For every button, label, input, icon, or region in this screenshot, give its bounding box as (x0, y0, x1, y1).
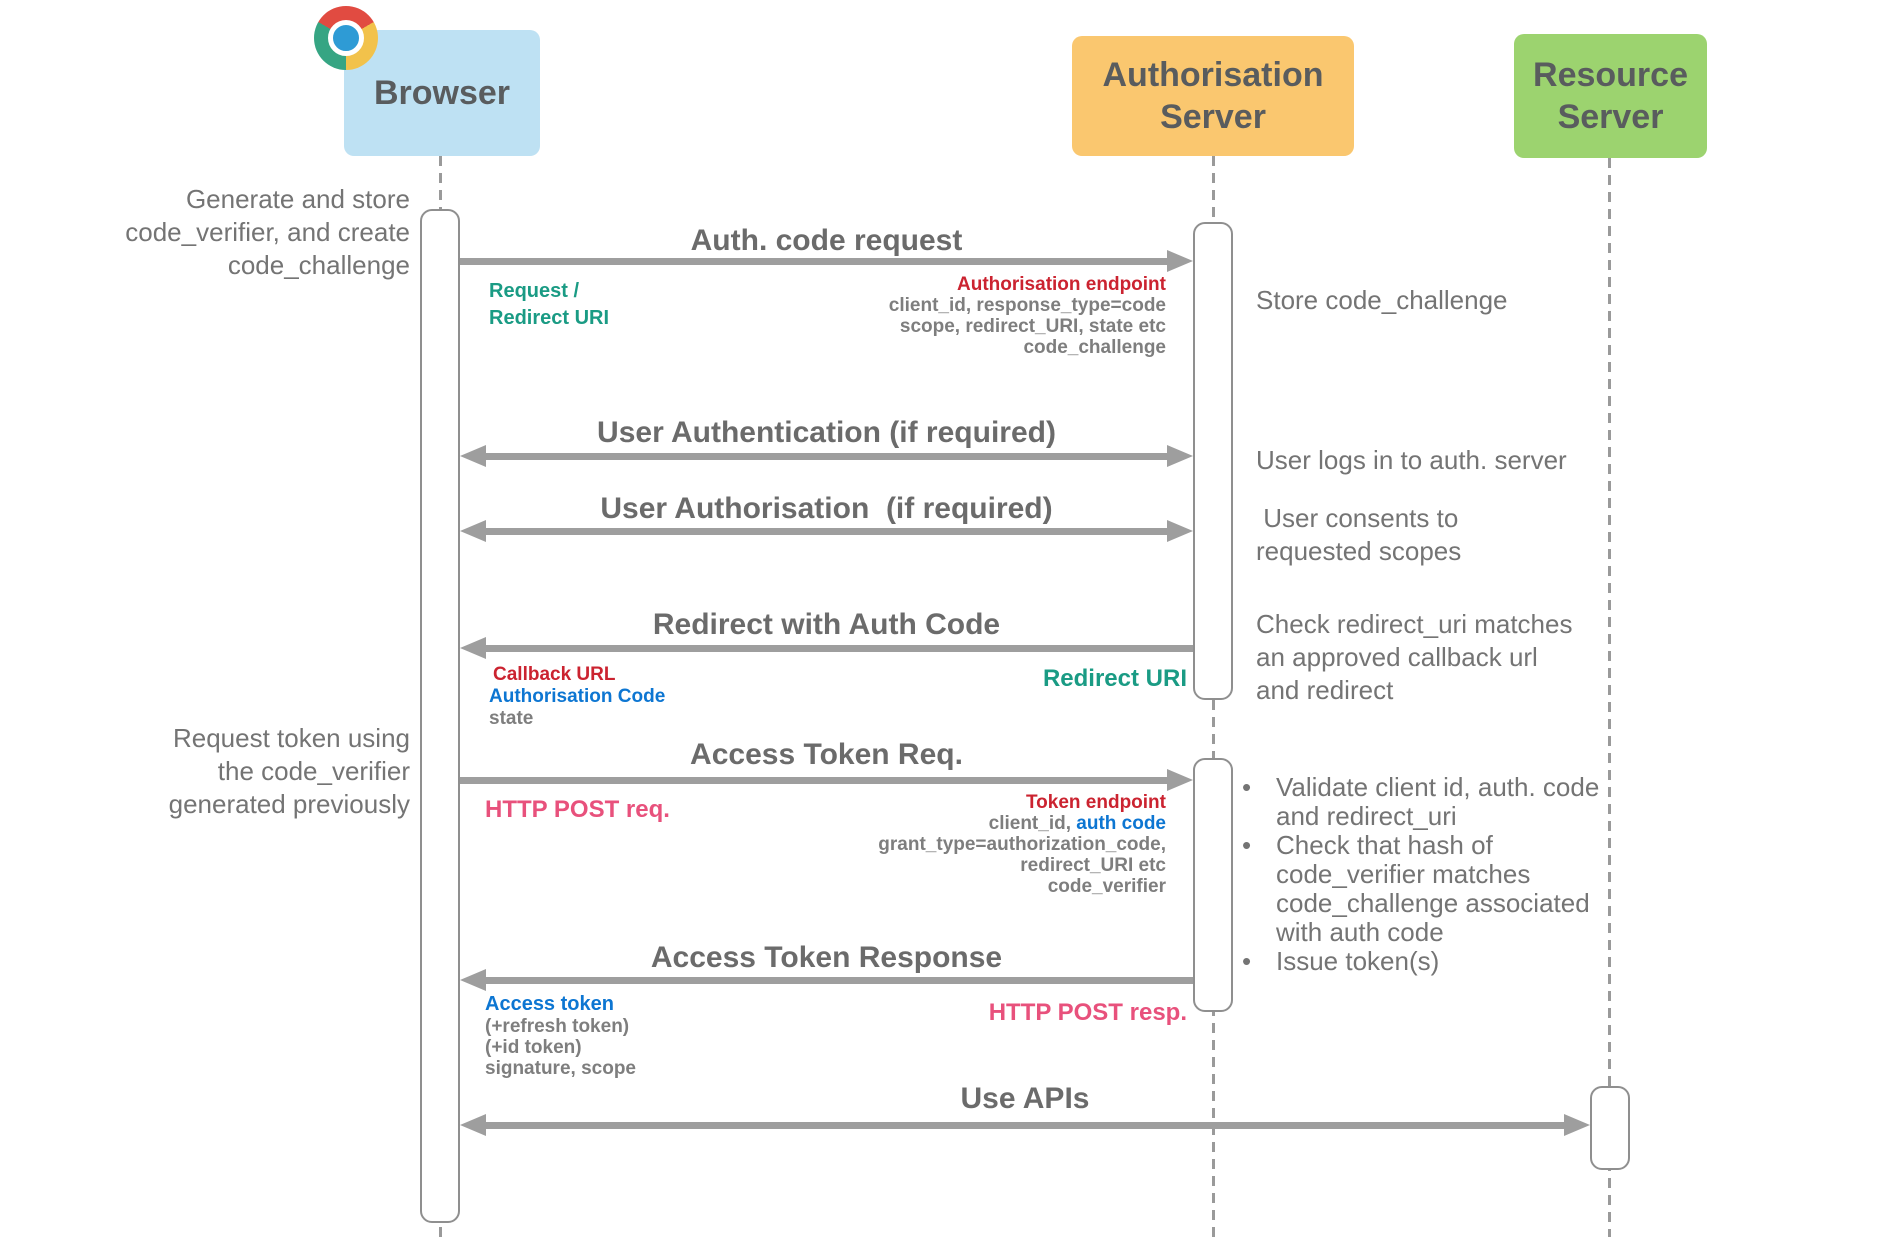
resource-server-activation-bar (1590, 1086, 1630, 1170)
list-item (1242, 773, 1602, 831)
note-line: Check that hash of (1276, 830, 1493, 860)
note-store-code-challenge: Store code_challenge (1256, 285, 1508, 315)
note-line: User consents to (1256, 503, 1459, 533)
note-line: Check redirect_uri matches (1256, 609, 1573, 639)
arrow-bar (484, 645, 1193, 652)
note-line: code_challenge (227, 250, 410, 280)
arrow-bar (484, 453, 1169, 460)
arrowhead-right (1564, 1114, 1590, 1136)
param-prefix: client_id, (988, 813, 1077, 834)
auth-server-label-line1: Authorisation (1102, 56, 1324, 94)
list-item (1242, 947, 1602, 976)
list-item (1242, 831, 1602, 947)
arrow-access-token-req (460, 769, 1193, 791)
label-access-token-response: Access Token Response (650, 941, 1003, 974)
annotation-redirect-uri: Redirect URI (1042, 665, 1187, 692)
resource-server-label-line2: Server (1557, 98, 1664, 136)
resource-server-lifeline (1608, 158, 1611, 1237)
note-line: Generate and store (185, 184, 410, 214)
endpoint-param: code_challenge (1023, 337, 1166, 358)
arrow-bar (484, 1122, 1566, 1129)
auth-code-highlight: auth code (1076, 813, 1166, 834)
endpoint-param (878, 813, 1166, 834)
label-access-token-req: Access Token Req. (690, 738, 963, 771)
label-use-apis: Use APIs (960, 1082, 1090, 1115)
annotation-http-post-req: HTTP POST req. (485, 796, 670, 823)
bullet-icon: • (1242, 830, 1252, 860)
state-label: state (489, 708, 534, 729)
label-redirect-with-auth-code: Redirect with Auth Code (652, 608, 1001, 641)
note-line: code_verifier matches (1276, 859, 1531, 889)
arrow-bar (460, 258, 1169, 265)
annotation-access-token (485, 993, 636, 1079)
annotation-line: (+refresh token) (485, 1016, 630, 1037)
bullet-text (1276, 831, 1590, 947)
arrow-use-apis (460, 1114, 1590, 1136)
annotation-token-endpoint (878, 792, 1166, 897)
endpoint-param: redirect_URI etc (1020, 855, 1166, 876)
arrow-bar (484, 528, 1169, 535)
arrowhead-right (1167, 769, 1193, 791)
authorisation-code-label: Authorisation Code (489, 686, 666, 707)
endpoint-param: code_verifier (1047, 876, 1166, 897)
chrome-icon-center (328, 20, 364, 56)
label-user-authorisation: User Authorisation (if required) (600, 492, 1053, 525)
note-user-consents (1256, 502, 1461, 568)
note-line: code_verifier, and create (125, 217, 410, 247)
label-auth-code-request: Auth. code request (690, 224, 963, 257)
note-line: generated previously (168, 789, 410, 819)
annotation-line: signature, scope (485, 1058, 636, 1079)
note-validate-list (1242, 773, 1602, 976)
auth-server-activation-bar-2 (1193, 758, 1233, 1012)
auth-server-activation-bar-1 (1193, 222, 1233, 700)
note-line: code_challenge associated (1276, 888, 1590, 918)
note-line: requested scopes (1256, 536, 1462, 566)
actor-resource-server (1514, 34, 1707, 158)
note-line: Validate client id, auth. code (1276, 772, 1600, 802)
auth-server-label-line2: Server (1160, 98, 1266, 136)
chrome-browser-icon (314, 6, 378, 70)
callback-url-label: Callback URL (493, 664, 616, 685)
annotation-line: Request / (489, 280, 580, 302)
note-line: and redirect (1256, 675, 1394, 705)
note-line: with auth code (1276, 917, 1444, 947)
arrowhead-left (460, 1114, 486, 1136)
note-line: the code_verifier (217, 756, 410, 786)
actor-authorisation-server (1072, 36, 1354, 156)
note-line: and redirect_uri (1276, 801, 1457, 831)
endpoint-param: grant_type=authorization_code, (878, 834, 1166, 855)
access-token-label: Access token (485, 993, 614, 1015)
note-line: Issue token(s) (1276, 946, 1440, 976)
label-user-authentication: User Authentication (if required) (597, 416, 1056, 449)
annotation-authorisation-endpoint (889, 274, 1166, 358)
annotation-http-post-resp: HTTP POST resp. (988, 999, 1187, 1026)
arrow-bar (484, 977, 1193, 984)
arrow-bar (460, 777, 1169, 784)
note-user-logs-in: User logs in to auth. server (1256, 445, 1567, 475)
endpoint-title: Token endpoint (1025, 792, 1166, 813)
note-line: Request token using (172, 723, 410, 753)
endpoint-param: client_id, response_type=code (888, 295, 1166, 316)
note-request-token (100, 722, 410, 821)
endpoint-param: scope, redirect_URI, state etc (899, 316, 1166, 337)
annotation-request-redirect-uri (489, 278, 609, 332)
note-line: an approved callback url (1256, 642, 1538, 672)
annotation-line: (+id token) (485, 1037, 582, 1058)
bullet-icon: • (1242, 772, 1252, 802)
bullet-text (1276, 773, 1599, 831)
note-generate-store (100, 183, 410, 282)
note-check-redirect (1256, 608, 1572, 707)
bullet-text (1276, 947, 1439, 976)
browser-activation-bar (420, 209, 460, 1223)
resource-server-label-line1: Resource (1533, 56, 1688, 94)
bullet-icon: • (1242, 946, 1252, 976)
annotation-callback (489, 664, 665, 730)
endpoint-title: Authorisation endpoint (957, 274, 1166, 295)
browser-label: Browser (373, 74, 511, 112)
annotation-line: Redirect URI (489, 307, 610, 329)
